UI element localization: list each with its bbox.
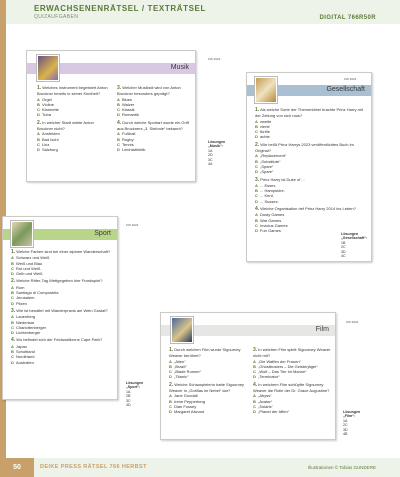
question-number: 3. bbox=[11, 307, 16, 314]
quiz-question bbox=[253, 347, 333, 380]
page-number: 50 bbox=[0, 458, 34, 477]
musik-solution bbox=[208, 140, 236, 166]
option-letter: C bbox=[11, 265, 14, 271]
option-letter: D bbox=[117, 112, 120, 118]
question-number: 3. bbox=[253, 347, 258, 353]
solution-line: 3D bbox=[341, 249, 346, 254]
film-questions-right bbox=[253, 345, 333, 415]
option-text: ... Hampshire. bbox=[260, 188, 285, 194]
answer-option bbox=[37, 112, 109, 117]
option-text: „Planet der Affen“ bbox=[258, 409, 290, 415]
option-letter: C bbox=[37, 107, 40, 113]
gesellschaft-date: KW 2024 bbox=[344, 77, 357, 81]
option-letter: C bbox=[11, 324, 14, 330]
option-text: „Spare“ bbox=[260, 169, 274, 175]
answer-option bbox=[11, 271, 115, 276]
answer-option bbox=[255, 199, 365, 204]
option-letter: A bbox=[253, 393, 256, 399]
answer-option bbox=[255, 134, 365, 139]
question-text: In welcher Stadt wirkte Anton Bruckner nicht? bbox=[37, 119, 94, 132]
film-solution bbox=[343, 410, 373, 436]
quiz-question bbox=[255, 206, 365, 233]
option-letter: B bbox=[11, 319, 14, 325]
question-text: Welche Schauspielerin hatte Sigourney Weaver in „Gorillas im Nebel“ dar? bbox=[169, 381, 245, 394]
option-letter: B bbox=[255, 217, 258, 223]
question-text-line bbox=[169, 347, 249, 359]
quiz-question bbox=[255, 142, 365, 175]
option-letter: C bbox=[253, 403, 256, 409]
header-subtitle: QUIZAUFGABEN bbox=[34, 14, 79, 20]
option-letter: D bbox=[11, 271, 14, 277]
option-text: ... Sussex. bbox=[260, 198, 279, 204]
option-letter: B bbox=[11, 290, 14, 296]
solution-line: 4A bbox=[208, 162, 213, 167]
question-text: Welche Ritter-Tag Wettgegeben hier Frankspiel? bbox=[16, 278, 103, 284]
solution-line: 3C bbox=[208, 157, 213, 162]
quiz-question bbox=[253, 382, 333, 415]
option-text: Klarinette bbox=[42, 107, 59, 113]
option-text: Tennis bbox=[122, 141, 134, 147]
option-letter: A bbox=[37, 96, 40, 102]
option-letter: A bbox=[169, 358, 172, 364]
quiz-question bbox=[37, 120, 109, 153]
option-letter: B bbox=[37, 101, 40, 107]
option-letter: D bbox=[253, 409, 256, 415]
option-letter: B bbox=[11, 349, 14, 355]
option-letter: A bbox=[11, 343, 14, 349]
option-text: Gelb und Weiß bbox=[16, 271, 43, 277]
option-letter: C bbox=[37, 141, 40, 147]
option-text: Ansfelden bbox=[42, 131, 60, 137]
solution-title: Lösungen „Film“: bbox=[343, 410, 361, 419]
option-text: „Alien“ bbox=[174, 358, 186, 364]
option-letter: D bbox=[11, 330, 14, 336]
question-text: Wo befindet sich der Feldwaldkrone Cape Path? bbox=[16, 337, 103, 343]
option-letter: A bbox=[37, 131, 40, 137]
option-letter: C bbox=[11, 354, 14, 360]
option-text: Lauenberg bbox=[16, 314, 36, 320]
sport-date: KW 2024 bbox=[126, 223, 139, 227]
option-text: Invictus Games bbox=[260, 222, 288, 228]
option-text: zweite bbox=[260, 118, 272, 124]
question-text: Welche Organisation rief Prinz Harry 2014 ins Leben? bbox=[260, 206, 356, 212]
solution-line: 4B bbox=[343, 432, 348, 437]
sport-solution bbox=[126, 381, 152, 407]
option-letter: D bbox=[255, 228, 258, 234]
option-text: Nordirland bbox=[16, 354, 35, 360]
option-letter: B bbox=[117, 101, 120, 107]
film-date: KW 2024 bbox=[346, 320, 359, 324]
option-letter: C bbox=[117, 141, 120, 147]
option-text: „Blade Runner“ bbox=[174, 369, 202, 375]
option-text: ... Essex. bbox=[260, 182, 277, 188]
musik-questions-left bbox=[37, 83, 109, 153]
option-letter: A bbox=[11, 255, 14, 261]
option-letter: B bbox=[169, 398, 172, 404]
option-text: achte bbox=[260, 134, 270, 140]
option-letter: D bbox=[37, 112, 40, 118]
answer-option bbox=[253, 374, 333, 379]
option-text: Rugby bbox=[122, 136, 134, 142]
question-text-line bbox=[37, 120, 109, 132]
gesellschaft-questions bbox=[255, 105, 365, 234]
option-letter: A bbox=[117, 96, 120, 102]
page-footer bbox=[0, 458, 400, 477]
question-text: Welcher Musikstil wird von Anton Bruckner besonders geprägt? bbox=[117, 85, 181, 97]
option-text: Tuba bbox=[42, 112, 51, 118]
quiz-question bbox=[169, 382, 249, 415]
option-letter: D bbox=[169, 409, 172, 415]
option-letter: B bbox=[255, 158, 258, 164]
option-letter: A bbox=[255, 118, 258, 124]
option-letter: C bbox=[255, 129, 258, 135]
question-text-line bbox=[117, 120, 192, 132]
question-text-line bbox=[255, 107, 365, 119]
card-film bbox=[160, 312, 336, 440]
option-text: Salzburg bbox=[42, 147, 58, 153]
question-text-line bbox=[253, 347, 333, 359]
option-text: Irene Pepperberg bbox=[174, 398, 206, 404]
option-text: „Abyss“ bbox=[258, 393, 272, 399]
option-letter: D bbox=[169, 374, 172, 380]
option-text: Dusty Games bbox=[260, 212, 285, 218]
question-text: Welche Farben sind bei einer alpinen Wanderschaft? bbox=[16, 249, 111, 254]
question-number: 4. bbox=[253, 381, 258, 388]
quiz-question bbox=[255, 107, 365, 140]
option-letter: C bbox=[255, 222, 258, 228]
option-letter: B bbox=[255, 188, 258, 194]
card-sport bbox=[2, 216, 118, 400]
question-number: 1. bbox=[37, 85, 42, 91]
page-header bbox=[6, 0, 400, 24]
answer-option bbox=[37, 147, 109, 152]
option-text: „Brazil“ bbox=[174, 363, 187, 369]
question-text: In welchem Film schlüpfte Sigourney Weaver die Rolle der Dr. Grace Augustine? bbox=[253, 381, 330, 394]
option-letter: C bbox=[255, 163, 258, 169]
option-text: Schottland bbox=[16, 349, 35, 355]
option-text: Leichtathletik bbox=[122, 147, 146, 153]
option-text: „Avatar“ bbox=[258, 398, 273, 404]
option-letter: A bbox=[117, 131, 120, 137]
option-letter: B bbox=[253, 363, 256, 369]
solution-line: 3D bbox=[343, 427, 348, 432]
quiz-question bbox=[117, 85, 192, 118]
option-letter: C bbox=[253, 369, 256, 375]
question-number: 2. bbox=[37, 119, 42, 126]
question-text: Welches Instrument begeistert Anton Bruckner bereits in seiner Kindheit? bbox=[37, 85, 108, 97]
option-text: Lichtenberger bbox=[16, 330, 41, 336]
option-text: Romantik bbox=[122, 112, 139, 118]
option-letter: A bbox=[11, 314, 14, 320]
answer-option bbox=[11, 360, 115, 365]
quiz-question bbox=[37, 85, 109, 118]
option-text: Australien bbox=[16, 359, 34, 365]
option-text: Rot und Weiß bbox=[16, 265, 41, 271]
option-text: Japan bbox=[16, 343, 27, 349]
film-illustration-icon bbox=[171, 317, 193, 343]
header-right-label: DIGITAL 766R50R bbox=[319, 15, 376, 21]
card-label-sport: Sport bbox=[94, 230, 111, 237]
option-letter: C bbox=[169, 369, 172, 375]
option-text: „Titanic“ bbox=[174, 374, 189, 380]
question-text: Wie heißt Prinz Harrys 2023 veröffentlichtes Buch im Original? bbox=[255, 141, 354, 154]
question-text-line bbox=[37, 85, 109, 97]
question-number: 4. bbox=[255, 206, 260, 213]
option-text: Orgel bbox=[42, 96, 52, 102]
card-musik bbox=[26, 50, 196, 182]
option-text: „Substitute“ bbox=[260, 158, 281, 164]
question-text-line bbox=[117, 85, 192, 97]
option-text: Santiago di Compostela bbox=[16, 290, 59, 296]
option-letter: B bbox=[117, 136, 120, 142]
question-number: 4. bbox=[117, 119, 122, 126]
answer-option bbox=[255, 169, 365, 174]
question-text: Durch welche Sportart wurde ein Griff aus Bruckners „3. Sinfonie“ bekannt? bbox=[117, 119, 189, 132]
solution-line: 4C bbox=[341, 254, 346, 259]
option-letter: D bbox=[253, 374, 256, 380]
option-letter: B bbox=[253, 398, 256, 404]
card-label-gesellschaft: Gesellschaft bbox=[326, 86, 365, 93]
option-text: Bad Ischl bbox=[42, 136, 59, 142]
answer-option bbox=[169, 374, 249, 379]
quiz-question bbox=[117, 120, 192, 153]
option-letter: C bbox=[117, 107, 120, 113]
option-letter: A bbox=[169, 393, 172, 399]
option-text: „Die Waffen der Frauen“ bbox=[258, 358, 301, 364]
option-letter: D bbox=[255, 169, 258, 175]
question-number: 3. bbox=[117, 85, 122, 91]
option-text: Dian Fossey bbox=[174, 403, 197, 409]
option-text: „Solaris“ bbox=[258, 403, 273, 409]
option-text: Jerusalem bbox=[16, 295, 35, 301]
solution-line: 2D bbox=[208, 153, 213, 158]
option-letter: D bbox=[255, 198, 258, 204]
quiz-question bbox=[255, 177, 365, 204]
option-text: „Replacement“ bbox=[260, 153, 287, 159]
option-text: Linz bbox=[42, 141, 50, 147]
option-text: Charlottenberger bbox=[16, 324, 47, 330]
answer-option bbox=[11, 301, 115, 306]
option-letter: C bbox=[11, 295, 14, 301]
option-text: Margaret Atwood bbox=[174, 409, 205, 415]
option-text: Weiß und Blau bbox=[16, 260, 43, 266]
option-text: „Terminator“ bbox=[258, 374, 280, 380]
publisher-line: DEIKE PRESS RÄTSEL 766 HERBST bbox=[40, 464, 147, 470]
option-letter: B bbox=[169, 363, 172, 369]
question-text-line bbox=[169, 382, 249, 394]
option-letter: D bbox=[11, 359, 14, 365]
quiz-question bbox=[11, 278, 115, 305]
solution-line: 1A bbox=[208, 148, 213, 153]
option-letter: D bbox=[37, 147, 40, 153]
solution-line: 1A bbox=[126, 389, 131, 394]
option-text: Schwarz und Weiß bbox=[16, 255, 50, 261]
option-text: ... Kent. bbox=[260, 193, 274, 199]
option-letter: D bbox=[255, 134, 258, 140]
musik-date: KW 2024 bbox=[208, 57, 221, 61]
answer-option bbox=[253, 409, 333, 414]
option-text: Niederisar bbox=[16, 319, 35, 325]
illustration-credit: Illustrationen © Tobias GUNDERE bbox=[307, 465, 376, 470]
question-text: Wie ist bewährt mit Wanderpraxis am Wein Gustaf? bbox=[16, 307, 108, 313]
option-text: Klassik bbox=[122, 107, 135, 113]
solution-line: 2C bbox=[341, 245, 346, 250]
option-text: Pilzen bbox=[16, 300, 27, 306]
question-number: 4. bbox=[11, 337, 16, 344]
question-text: Prinz Harry ist Duke of ... bbox=[260, 176, 305, 182]
solution-line: 4D bbox=[126, 403, 131, 408]
option-text: Fußball bbox=[122, 131, 136, 137]
question-text: Durch welchen Film wurde Sigourney Weaver berühmt? bbox=[169, 347, 241, 359]
solution-title: Lösungen „Sport“: bbox=[126, 381, 144, 390]
option-text: „Wolf – Das Tier im Manne“ bbox=[258, 369, 307, 375]
header-title: ERWACHSENENRÄTSEL / TEXTRÄTSEL bbox=[34, 4, 206, 13]
musik-questions-right bbox=[117, 83, 192, 153]
question-text: Als welche Sorte der Themenbibel brachte Prinz Harry mit der Zeitung von sich raus? bbox=[255, 107, 363, 119]
question-text-line bbox=[253, 382, 333, 394]
option-text: „Spare“ bbox=[260, 163, 274, 169]
question-text: In welchen Film spielt Sigourney Weaver nicht mit? bbox=[253, 347, 331, 359]
question-number: 2. bbox=[169, 381, 174, 388]
option-letter: B bbox=[37, 136, 40, 142]
film-questions-left bbox=[169, 345, 249, 415]
option-text: Rom bbox=[16, 284, 25, 290]
option-letter: A bbox=[255, 182, 258, 188]
option-text: Jane Goodall bbox=[174, 393, 198, 399]
solution-line: 2B bbox=[126, 394, 131, 399]
question-number: 2. bbox=[11, 278, 16, 285]
answer-option bbox=[117, 147, 192, 152]
musik-illustration-icon bbox=[37, 55, 59, 81]
option-text: Blues bbox=[122, 96, 133, 102]
option-text: „Ghostbusters – Die Geisterjäger“ bbox=[258, 363, 318, 369]
quiz-question bbox=[11, 308, 115, 335]
quiz-question bbox=[169, 347, 249, 380]
gesellschaft-illustration-icon bbox=[255, 77, 277, 103]
option-letter: A bbox=[255, 212, 258, 218]
option-letter: A bbox=[253, 358, 256, 364]
solution-line: 1B bbox=[341, 240, 346, 245]
option-text: Fun Games bbox=[260, 228, 281, 234]
question-number: 3. bbox=[255, 176, 260, 183]
question-number: 2. bbox=[255, 141, 260, 148]
quiz-question bbox=[11, 249, 115, 276]
quiz-question bbox=[11, 337, 115, 364]
option-letter: D bbox=[117, 147, 120, 153]
option-text: War Games bbox=[260, 217, 282, 223]
question-number: 1. bbox=[169, 347, 174, 353]
option-letter: A bbox=[255, 153, 258, 159]
option-text: fünfte bbox=[260, 129, 271, 135]
option-text: Violine bbox=[42, 101, 54, 107]
sport-illustration-icon bbox=[11, 221, 33, 247]
question-number: 1. bbox=[255, 107, 260, 113]
answer-option bbox=[117, 112, 192, 117]
option-letter: A bbox=[11, 284, 14, 290]
option-text: vierte bbox=[260, 123, 270, 129]
question-number: 1. bbox=[11, 249, 16, 255]
option-letter: B bbox=[11, 260, 14, 266]
sport-questions bbox=[11, 247, 115, 365]
solution-line: 1A bbox=[343, 418, 348, 423]
option-text: Walzer bbox=[122, 101, 135, 107]
option-letter: D bbox=[11, 300, 14, 306]
card-label-film: Film bbox=[315, 326, 329, 333]
solution-line: 3C bbox=[126, 398, 131, 403]
option-letter: B bbox=[255, 123, 258, 129]
answer-option bbox=[169, 409, 249, 414]
answer-option bbox=[11, 330, 115, 335]
solution-line: 2C bbox=[343, 423, 348, 428]
option-letter: C bbox=[255, 193, 258, 199]
card-label-musik: Musik bbox=[170, 64, 189, 71]
gesellschaft-solution bbox=[341, 232, 371, 258]
solution-title: Lösungen „Musik“: bbox=[208, 140, 226, 149]
solution-title: Lösungen „Gesellschaft“: bbox=[341, 232, 368, 241]
question-text-line bbox=[255, 142, 365, 154]
option-letter: C bbox=[169, 403, 172, 409]
